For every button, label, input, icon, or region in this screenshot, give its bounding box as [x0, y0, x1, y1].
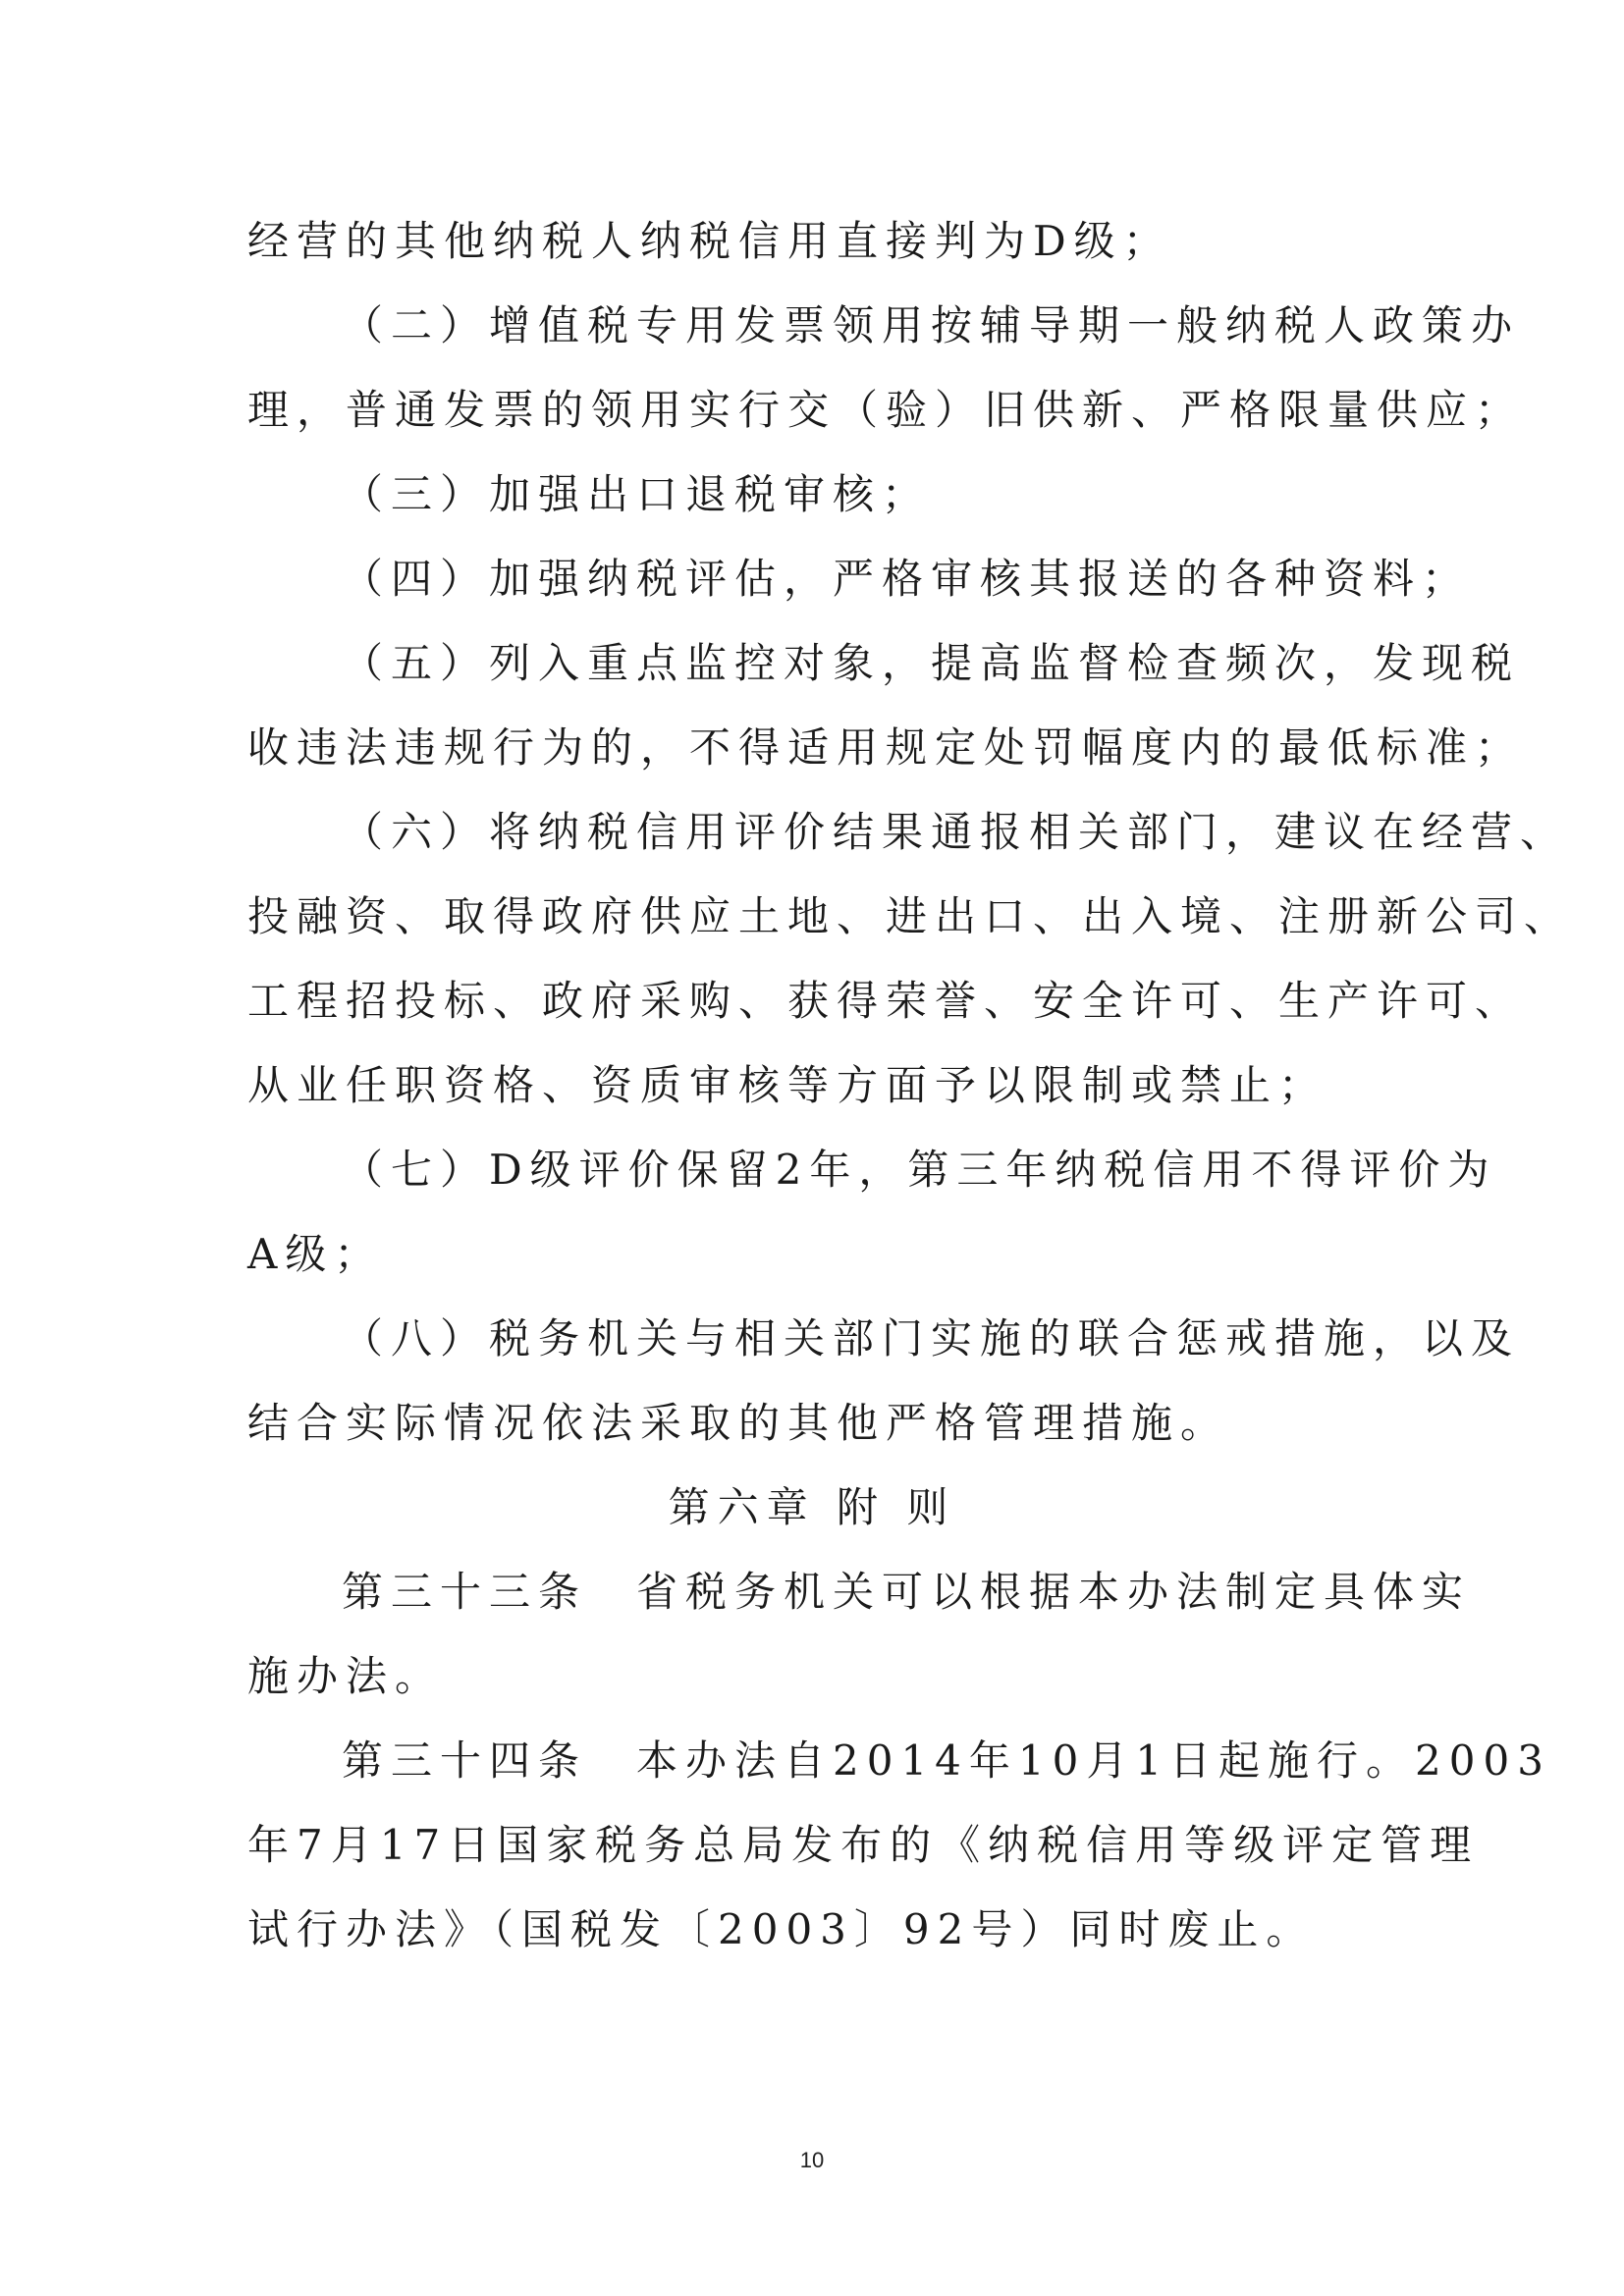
chapter-heading: 第六章 附 则	[668, 1483, 956, 1531]
paragraph-line: 结合实际情况依法采取的其他严格管理措施。	[247, 1399, 1230, 1447]
paragraph-line: 试行办法》（国税发〔2003〕92号）同时废止。	[247, 1905, 1316, 1953]
paragraph-line: 投融资、取得政府供应土地、进出口、出入境、注册新公司、	[247, 892, 1574, 940]
paragraph-line: 经营的其他纳税人纳税信用直接判为D级；	[247, 217, 1172, 265]
paragraph-line: （三）加强出口退税审核；	[342, 470, 932, 518]
paragraph-line: （五）列入重点监控对象，提高监督检查频次，发现税	[342, 639, 1521, 687]
paragraph-line: 从业任职资格、资质审核等方面予以限制或禁止；	[247, 1061, 1328, 1109]
page-number: 10	[799, 2148, 825, 2172]
paragraph-line: （八）税务机关与相关部门实施的联合惩戒措施，以及	[342, 1314, 1521, 1362]
paragraph-line: 理，普通发票的领用实行交（验）旧供新、严格限量供应；	[247, 386, 1525, 434]
paragraph-line: （七）D级评价保留2年，第三年纳税信用不得评价为	[342, 1146, 1497, 1194]
paragraph-line: （二）增值税专用发票领用按辅导期一般纳税人政策办	[342, 301, 1521, 349]
paragraph-line: 工程招投标、政府采购、获得荣誉、安全许可、生产许可、	[247, 977, 1525, 1025]
paragraph-line: （四）加强纳税评估，严格审核其报送的各种资料；	[342, 555, 1472, 603]
paragraph-line: （六）将纳税信用评价结果通报相关部门，建议在经营、	[342, 808, 1570, 856]
paragraph-line: 年7月17日国家税务总局发布的《纳税信用等级评定管理	[247, 1821, 1480, 1869]
paragraph-line: A级；	[247, 1230, 384, 1278]
paragraph-line: 第三十四条 本办法自2014年10月1日起施行。2003	[342, 1736, 1551, 1785]
paragraph-line: 收违法违规行为的，不得适用规定处罚幅度内的最低标准；	[247, 723, 1525, 772]
paragraph-line: 施办法。	[247, 1652, 445, 1700]
paragraph-line: 第三十三条 省税务机关可以根据本办法制定具体实	[342, 1568, 1472, 1616]
